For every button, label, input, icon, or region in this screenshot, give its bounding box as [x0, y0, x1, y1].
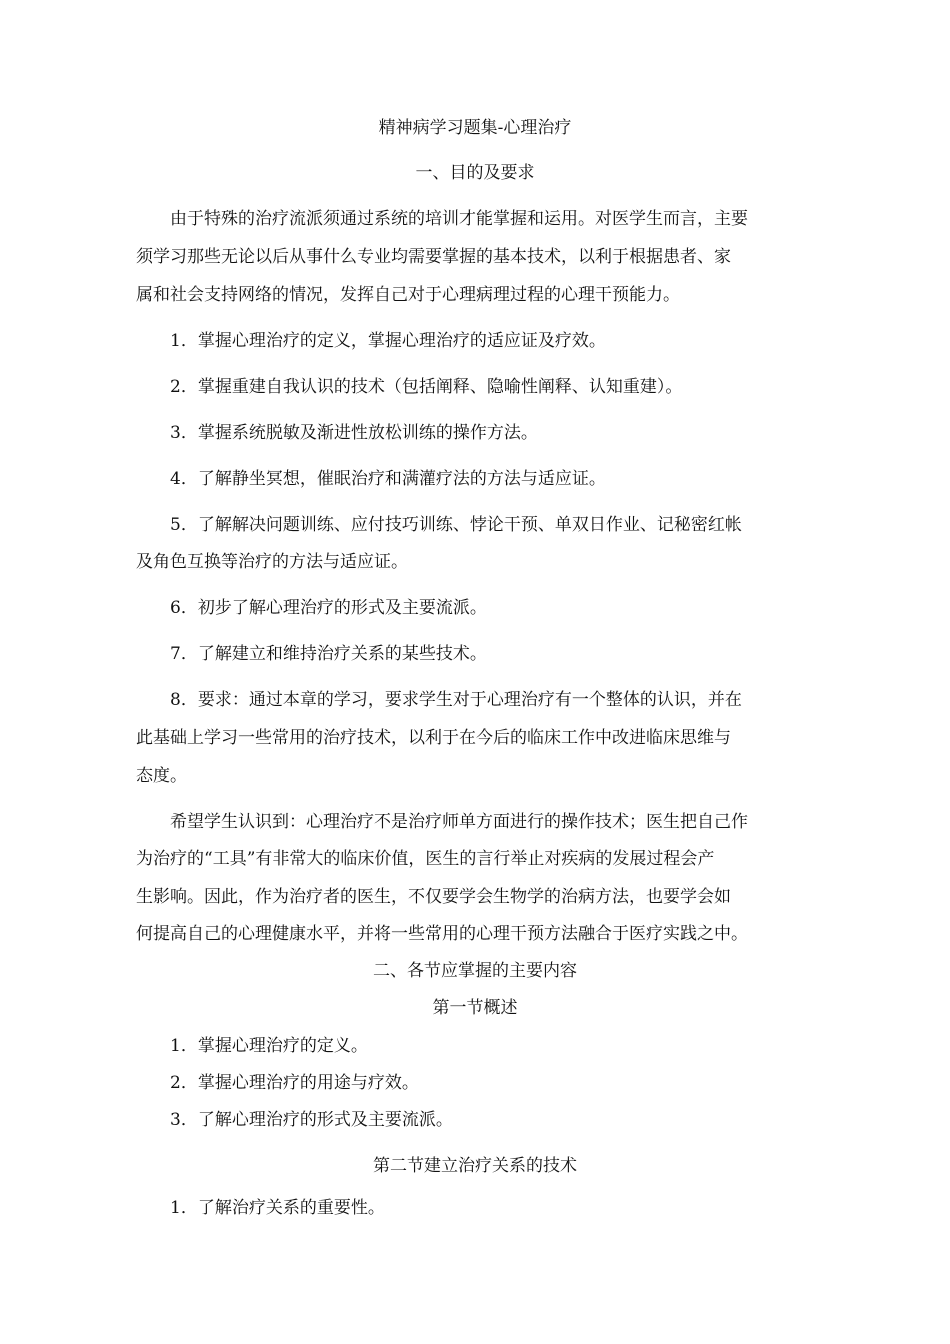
requirement-item-2: 2．掌握重建自我认识的技术（包括阐释、隐喻性阐释、认知重建）。 [170, 377, 683, 397]
requirement-item-5: 5．了解解决问题训练、应付技巧训练、悖论干预、单双日作业、记秘密红帐 [170, 515, 742, 535]
overview-item: 1．掌握心理治疗的定义。 [170, 1036, 368, 1056]
requirement-item-6: 6．初步了解心理治疗的形式及主要流派。 [170, 598, 487, 618]
requirement-item-8: 8．要求：通过本章的学习，要求学生对于心理治疗有一个整体的认识，并在 [170, 690, 742, 710]
section-heading-purpose: 一、目的及要求 [415, 163, 535, 183]
overview-item: 2．掌握心理治疗的用途与疗效。 [170, 1073, 419, 1093]
requirement-item-8-cont: 此基础上学习一些常用的治疗技术，以利于在今后的临床工作中改进临床思维与 [136, 728, 731, 748]
hope-paragraph-line: 生影响。因此，作为治疗者的医生，不仅要学会生物学的治病方法，也要学会如 [136, 887, 731, 907]
requirement-item-5-cont: 及角色互换等治疗的方法与适应证。 [136, 552, 408, 572]
requirement-item-8-cont: 态度。 [136, 766, 187, 786]
intro-line: 属和社会支持网络的情况，发挥自己对于心理病理过程的心理干预能力。 [136, 285, 680, 305]
document-title: 精神病学习题集-心理治疗 [378, 118, 572, 138]
requirement-item-4: 4．了解静坐冥想，催眠治疗和满灌疗法的方法与适应证。 [170, 469, 606, 489]
hope-paragraph-line: 为治疗的“工具”有非常大的临床价值，医生的言行举止对疾病的发展过程会产 [136, 849, 715, 869]
requirement-item-1: 1．掌握心理治疗的定义，掌握心理治疗的适应证及疗效。 [170, 331, 606, 351]
subsection-heading-overview: 第一节概述 [432, 998, 518, 1018]
hope-paragraph-line: 希望学生认识到：心理治疗不是治疗师单方面进行的操作技术；医生把自己作 [170, 812, 748, 832]
relationship-item: 1．了解治疗关系的重要性。 [170, 1198, 385, 1218]
overview-item: 3．了解心理治疗的形式及主要流派。 [170, 1110, 453, 1130]
section-heading-contents: 二、各节应掌握的主要内容 [373, 961, 577, 981]
requirement-item-7: 7．了解建立和维持治疗关系的某些技术。 [170, 644, 487, 664]
intro-line: 须学习那些无论以后从事什么专业均需要掌握的基本技术，以利于根据患者、家 [136, 247, 731, 267]
subsection-heading-relationship: 第二节建立治疗关系的技术 [373, 1156, 577, 1176]
requirement-item-3: 3．掌握系统脱敏及渐进性放松训练的操作方法。 [170, 423, 538, 443]
intro-line: 由于特殊的治疗流派须通过系统的培训才能掌握和运用。对医学生而言，主要 [170, 209, 748, 229]
hope-paragraph-line: 何提高自己的心理健康水平，并将一些常用的心理干预方法融合于医疗实践之中。 [136, 924, 748, 944]
